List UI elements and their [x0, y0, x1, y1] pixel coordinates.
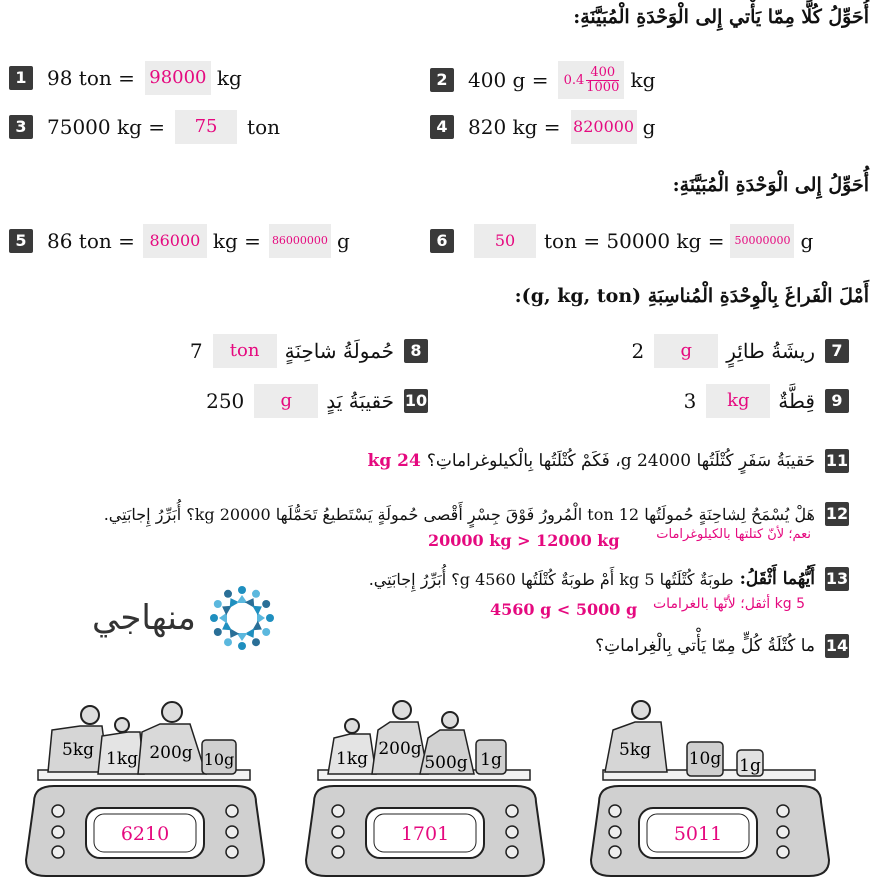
item-unit: ton — [247, 115, 280, 139]
weight-label: 1g — [480, 750, 502, 770]
answer-box-2[interactable]: 86000000 — [269, 224, 331, 258]
item-9 — [684, 384, 849, 418]
item-label: حُمولَةُ شاحِنَةٍ — [284, 339, 394, 363]
weight-ring-icon — [81, 706, 99, 724]
item-mid: kg = — [212, 229, 261, 253]
item-number: 11 — [825, 449, 849, 473]
item-6 — [430, 224, 813, 258]
item-number: 3 — [9, 115, 33, 139]
weight-label: 10g — [203, 750, 235, 769]
section2-heading: أُحَوِّلُ إِلى الْوَحْدَةِ الْمُبَيَّنَةِ: — [672, 174, 869, 196]
question-13 — [369, 567, 849, 591]
weight-label: 5kg — [619, 740, 651, 760]
weight-label: 1kg — [336, 749, 368, 769]
answer-line-2: 4560 g < 5000 g — [490, 600, 638, 619]
item-lhs: 75000 kg = — [47, 115, 166, 139]
question-14 — [595, 634, 849, 658]
answer-box[interactable]: kg — [706, 384, 770, 418]
logo-emblem-icon — [200, 576, 284, 660]
item-value: 7 — [189, 339, 203, 363]
question-text: حَقيبَةُ سَفَرٍ كُتْلَتُها 24000 g، فَكَمْ كُتْلَتُها بِالْكيلوغراماتِ؟ — [426, 451, 815, 471]
logo-text: منهاجي — [92, 598, 196, 638]
answer-box[interactable]: 75 — [175, 110, 237, 144]
scale-reading: 6210 — [120, 823, 170, 845]
item-number: 10 — [404, 389, 428, 413]
scale-2 — [290, 690, 560, 885]
answer-line-1: 5 kg أثقل؛ لأنّها بالغرامات — [653, 596, 805, 612]
question-12 — [104, 502, 849, 526]
answer-box[interactable] — [558, 61, 624, 99]
item-number: 14 — [825, 634, 849, 658]
weight-label: 1kg — [106, 749, 138, 769]
item-lhs: 86 ton = — [47, 229, 135, 253]
question-text: ما كُتْلَةُ كُلٍّ مِمّا يَأْتي بِالْغِراماتِ؟ — [595, 636, 815, 656]
logo — [92, 576, 284, 660]
item-5 — [9, 224, 350, 258]
answer-prefix: 0.4 — [563, 72, 585, 88]
answer-box[interactable]: 98000 — [145, 61, 211, 95]
weight-ring-icon — [162, 702, 182, 722]
scale-1 — [10, 690, 280, 885]
weight-ring-icon — [393, 701, 411, 719]
answer-box-1[interactable]: 86000 — [143, 224, 207, 258]
item-lhs: 820 kg = — [468, 115, 561, 139]
question-title: أَيُّهُما أَثْقَلُ: — [739, 569, 815, 589]
weight-label: 1g — [739, 756, 761, 776]
item-unit: g — [336, 229, 350, 253]
weight-label: 5kg — [62, 740, 94, 760]
weight-label: 500g — [424, 753, 468, 773]
item-number: 13 — [825, 567, 849, 591]
item-unit: g — [800, 229, 814, 253]
weight-ring-icon — [345, 719, 359, 733]
item-mid: ton = 50000 kg = — [544, 229, 725, 253]
item-10 — [206, 384, 428, 418]
weight-ring-icon — [442, 712, 458, 728]
answer-fraction — [586, 66, 619, 95]
item-number: 9 — [825, 389, 849, 413]
item-label: قِطَّةٌ — [778, 389, 815, 413]
weight-label: 10g — [688, 749, 722, 769]
item-label: ريشَةُ طائِرٍ — [726, 339, 815, 363]
item-number: 5 — [9, 229, 33, 253]
item-number: 12 — [825, 502, 849, 526]
item-number: 4 — [430, 115, 454, 139]
answer-text: 24 kg — [367, 451, 421, 471]
item-label: حَقيبَةُ يَدٍ — [326, 389, 394, 413]
item-unit: kg — [216, 66, 242, 90]
answer-line-2: 20000 kg > 12000 kg — [428, 531, 620, 550]
item-value: 250 — [206, 389, 245, 413]
question-text: طوبَةٌ كُتْلَتُها 5 kg أَمْ طوبَةٌ كُتْلَتُها 4560 g؟ أُبَرِّرُ إِجابَتِي. — [368, 569, 734, 589]
item-lhs: 98 ton = — [47, 66, 135, 90]
scale-reading: 5011 — [673, 823, 723, 845]
item-number: 2 — [430, 68, 454, 92]
item-8 — [190, 334, 428, 368]
weight-ring-icon — [115, 718, 129, 732]
item-2 — [430, 61, 655, 99]
item-3 — [9, 110, 280, 144]
question-11 — [368, 449, 849, 473]
item-number: 7 — [825, 339, 849, 363]
fraction-numerator: 400 — [590, 64, 616, 80]
weight-label: 200g — [149, 743, 193, 763]
item-value: 3 — [683, 389, 697, 413]
answer-box[interactable]: 820000 — [571, 110, 637, 144]
item-number: 6 — [430, 229, 454, 253]
answer-line-1: نعم؛ لأنّ كتلتها بالكيلوغرامات — [656, 527, 811, 542]
weight-ring-icon — [632, 701, 650, 719]
item-1 — [9, 61, 242, 95]
answer-box[interactable]: ton — [213, 334, 277, 368]
item-4 — [430, 110, 655, 144]
section1-heading: أُحَوِّلُ كُلًّا مِمّا يَأْتي إِلى الْوَحْدَةِ الْمُبَيَّنَةِ: — [573, 6, 869, 28]
item-number: 1 — [9, 66, 33, 90]
fraction-denominator: 1000 — [586, 79, 620, 95]
scale-3 — [575, 690, 845, 885]
answer-box[interactable]: g — [254, 384, 318, 418]
answer-box[interactable]: g — [654, 334, 718, 368]
scale-reading: 1701 — [400, 823, 450, 845]
weight-label: 200g — [378, 739, 422, 759]
answer-box-1[interactable]: 50 — [474, 224, 536, 258]
answer-box-2[interactable]: 50000000 — [730, 224, 794, 258]
item-value: 2 — [631, 339, 645, 363]
section3-heading: أَمْلَ الْفَراغَ بِالْوِحْدَةِ الْمُناسِبَةِ (g, kg, ton): — [514, 285, 869, 307]
item-unit: kg — [630, 68, 656, 92]
item-7 — [632, 334, 850, 368]
question-text: هَلْ يُسْمَحُ لِشاحِنَةٍ حُمولَتُها 12 ton الْمُرورُ فَوْقَ جِسْرٍ أَقْصى حُمولَةٍ يَسْتَطيعُ تَحَمُّلَها 20000 kg؟ أُبَرِّرُ إِجابَتِي. — [103, 504, 815, 524]
item-number: 8 — [404, 339, 428, 363]
item-unit: g — [642, 115, 656, 139]
item-lhs: 400 g = — [468, 68, 549, 92]
